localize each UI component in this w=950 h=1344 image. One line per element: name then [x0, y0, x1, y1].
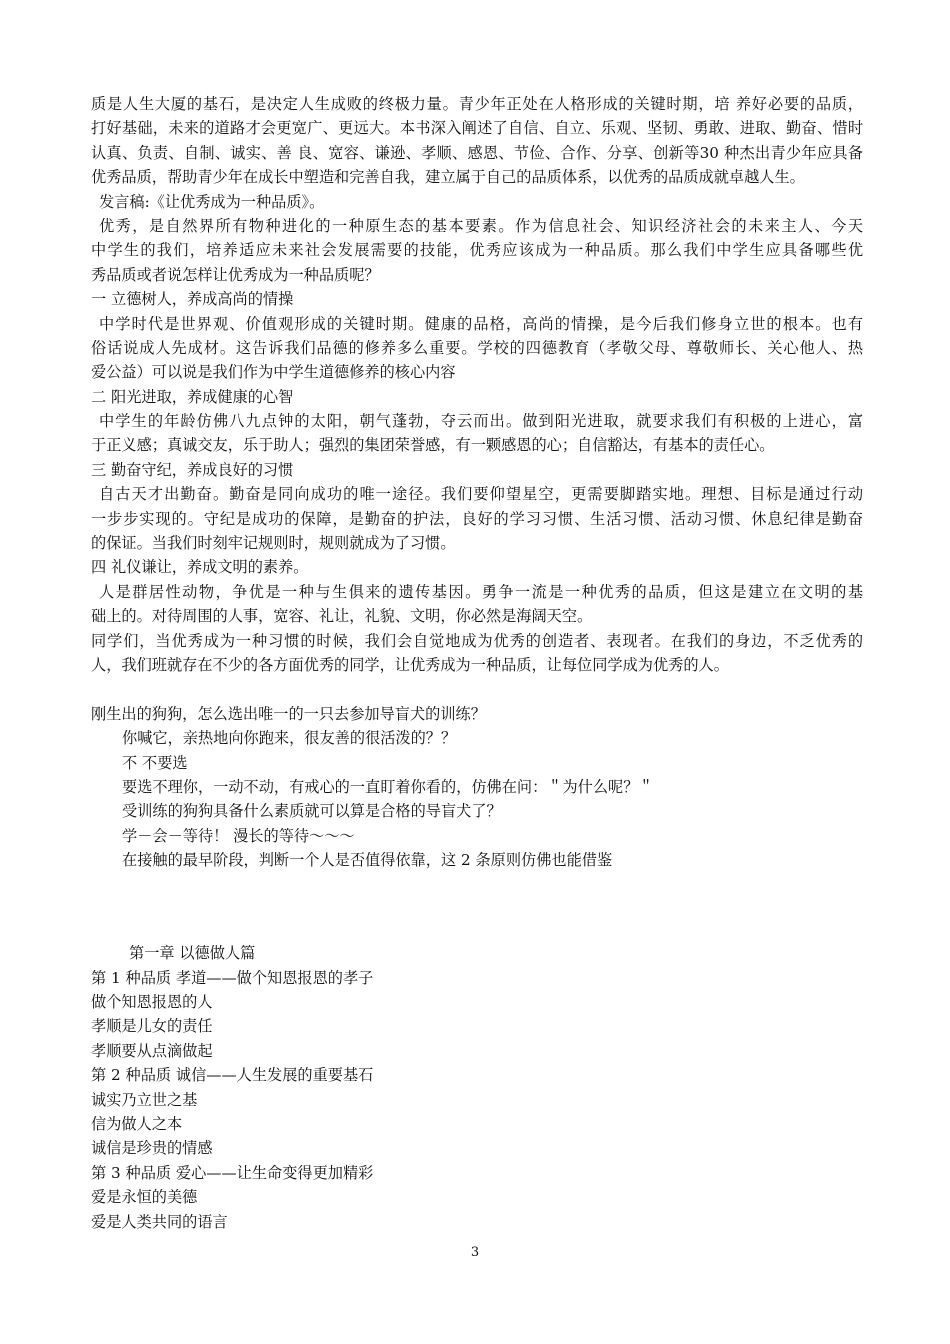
page-number: 3 — [470, 1245, 480, 1260]
section-heading: 四 礼仪谦让，养成文明的素养。 — [91, 558, 309, 577]
section-heading: 三 勤奋守纪，养成良好的习惯 — [91, 460, 294, 479]
dog-line: 在接触的最早阶段，判断一个人是否值得依靠，这 2 条原则仿佛也能借鉴 — [122, 851, 613, 870]
toc-item: 孝顺是儿女的责任 — [91, 1017, 213, 1036]
section-body-line: 一步步实现的。守纪是成功的保障，是勤奋的护法，良好的学习习惯、生活习惯、活动习惯、休息纪律是勤奋 — [91, 509, 863, 528]
intro-line: 优秀品质，帮助青少年在成长中塑造和完善自我，建立属于自己的品质体系，以优秀的品质成就卓越人生。 — [91, 168, 805, 187]
dog-line: 受训练的狗狗具备什么素质就可以算是合格的导盲犬了？ — [122, 802, 502, 821]
toc-item: 诚实乃立世之基 — [91, 1090, 198, 1109]
intro-line: 质是人生大厦的基石，是决定人生成败的终极力量。青少年正处在人格形成的关键时期，培 养好必要的品质， — [91, 95, 863, 113]
toc-item: 第 2 种品质 诚信——人生发展的重要基石 — [91, 1066, 374, 1085]
speech-intro-line: 中学生的我们，培养适应未来社会发展需要的技能，优秀应该成为一种品质。那么我们中学生应具备哪些优 — [91, 241, 863, 260]
toc-item: 孝顺要从点滴做起 — [91, 1041, 213, 1060]
blank-line — [91, 677, 863, 701]
section-body-line: 俗话说成人先成材。这告诉我们品德的修养多么重要。学校的四德教育（孝敬父母、尊敬师长、关心他人、热 — [91, 338, 863, 357]
toc-item: 信为做人之本 — [91, 1115, 183, 1134]
dog-line: 不 不要选 — [122, 753, 188, 772]
speech-title: 发言稿:《让优秀成为一种品质》。 — [99, 192, 325, 211]
section-heading: 一 立德树人，养成高尚的情操 — [91, 290, 294, 309]
section-body-line: 人是群居性动物，争优是一种与生俱来的遗传基因。勇争一流是一种优秀的品质，但这是建立在文明的基 — [99, 582, 863, 601]
dog-line: 你喊它，亲热地向你跑来，很友善的很活泼的？？ — [122, 729, 457, 748]
section-body-line: 的保证。当我们时刻牢记规则时，规则就成为了习惯。 — [91, 534, 456, 553]
page-content — [91, 92, 863, 1234]
blank-gap — [91, 921, 863, 941]
dog-line: 要选不理你，一动不动，有戒心的一直盯着你看的，仿佛在问：＂为什么呢？＂ — [122, 777, 654, 796]
section-body-line: 于正义感；真诚交友，乐于助人；强烈的集团荣誉感，有一颗感恩的心；自信豁达，有基本的责任心。 — [91, 436, 775, 455]
toc-item: 第 3 种品质 爱心——让生命变得更加精彩 — [91, 1163, 374, 1182]
toc-item: 爱是永恒的美德 — [91, 1188, 198, 1207]
toc-item: 做个知恩报恩的人 — [91, 993, 213, 1012]
section-body-line: 爱公益）可以说是我们作为中学生道德修养的核心内容 — [91, 363, 456, 382]
chapter-title: 第一章 以德做人篇 — [129, 944, 256, 963]
closing-line: 同学们，当优秀成为一种习惯的时候，我们会自觉地成为优秀的创造者、表现者。在我们的身边，不乏优秀的 — [91, 631, 863, 650]
section-body-line: 中学时代是世界观、价值观形成的关键时期。健康的品格，高尚的情操，是今后我们修身立世的根本。也有 — [99, 314, 863, 333]
toc-item: 诚信是珍贵的情感 — [91, 1139, 213, 1158]
speech-intro-line: 优秀，是自然界所有物种进化的一种原生态的基本要素。作为信息社会、知识经济社会的未来主人、今天 — [99, 216, 863, 235]
toc-item: 第 1 种品质 孝道——做个知恩报恩的孝子 — [91, 968, 374, 987]
toc-item: 爱是人类共同的语言 — [91, 1212, 228, 1231]
intro-line: 打好基础，未来的道路才会更宽广、更远大。本书深入阐述了自信、自立、乐观、坚韧、勇敢、进取、勤奋、惜时 — [91, 119, 863, 138]
intro-line: 认真、负责、自制、诚实、善 良、宽容、谦逊、孝顺、感恩、节俭、合作、分享、创新等30 种杰出青少年应具备 — [91, 143, 863, 162]
speech-intro-line: 秀品质或者说怎样让优秀成为一种品质呢？ — [91, 265, 380, 284]
section-heading: 二 阳光进取，养成健康的心智 — [91, 387, 294, 406]
section-body-line: 中学生的年龄仿佛八九点钟的太阳，朝气蓬勃，夺云而出。做到阳光进取，就要求我们有积极的上进心，富 — [99, 412, 863, 431]
dog-line: 学－会－等待！ 漫长的等待～～～ — [122, 826, 355, 845]
dog-question: 刚生出的狗狗，怎么选出唯一的一只去参加导盲犬的训练？ — [91, 704, 486, 723]
closing-line: 人，我们班就存在不少的各方面优秀的同学，让优秀成为一种品质，让每位同学成为优秀的人。 — [91, 655, 729, 674]
section-body-line: 础上的。对待周围的人事，宽容、礼让，礼貌、文明，你必然是海阔天空。 — [91, 607, 593, 626]
section-body-line: 自古天才出勤奋。勤奋是同向成功的唯一途径。我们要仰望星空，更需要脚踏实地。理想、目标是通过行动 — [99, 485, 863, 504]
blank-gap — [91, 873, 863, 922]
